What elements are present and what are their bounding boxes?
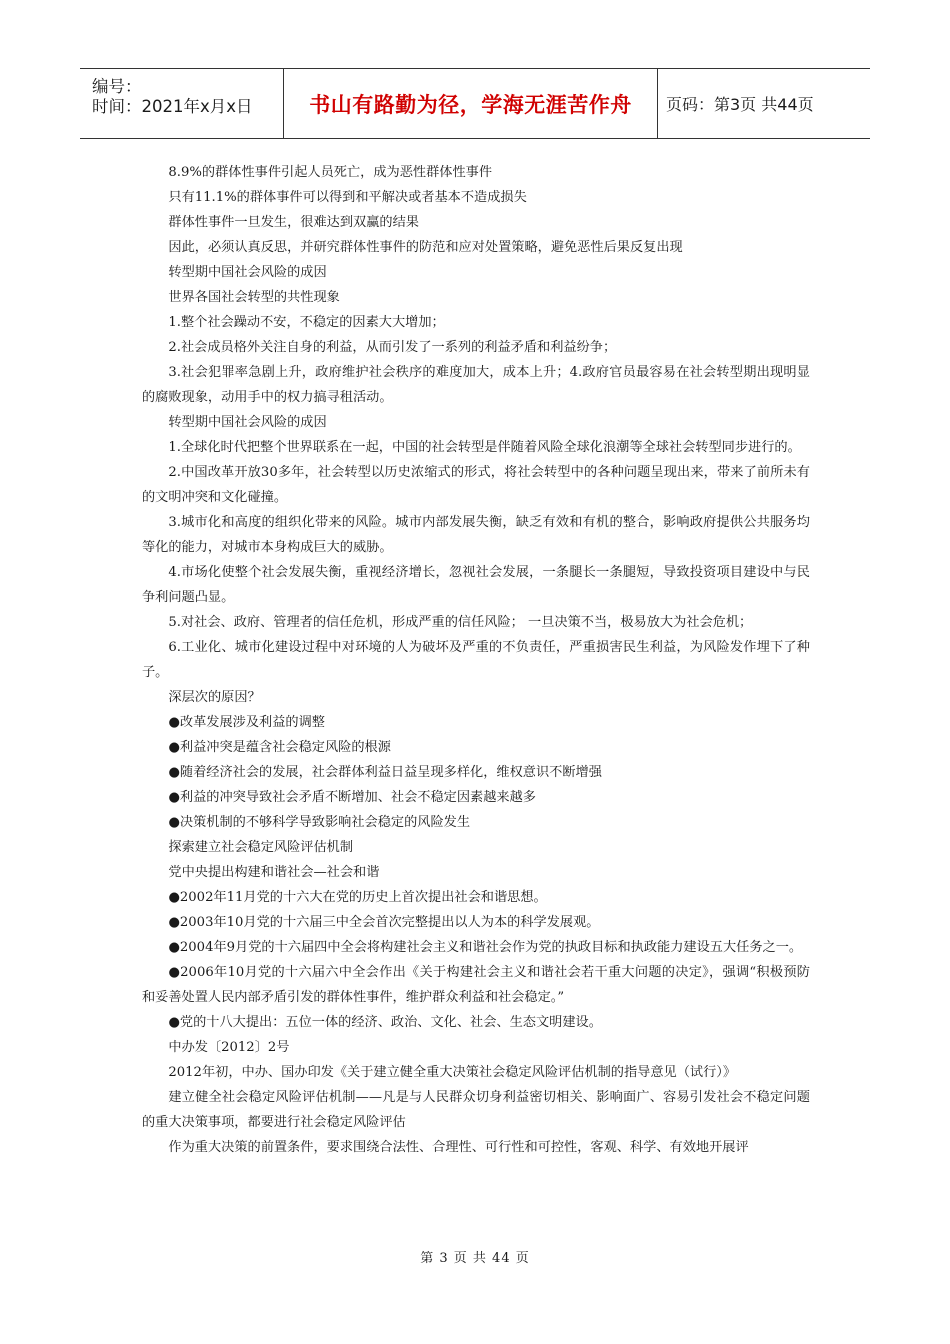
body-paragraph: 深层次的原因？ [168, 690, 261, 705]
body-paragraph: 中办发〔2012〕2号 [168, 1040, 290, 1055]
body-paragraph: 建立健全社会稳定风险评估机制——凡是与人民群众切身利益密切相关、影响面广、容易引发社会不稳定问题的重大决策事项，都要进行社会稳定风险评估 [142, 1090, 810, 1130]
body-paragraph: 1.全球化时代把整个世界联系在一起，中国的社会转型是伴随着风险全球化浪潮等全球社会转型同步进行的。 [168, 440, 801, 455]
body-paragraph: ●随着经济社会的发展，社会群体利益日益呈现多样化，维权意识不断增强 [168, 765, 602, 780]
body-paragraph: 5.对社会、政府、管理者的信任危机，形成严重的信任风险； 一旦决策不当，极易放大为社会危机； [168, 615, 753, 630]
body-paragraph: ●2003年10月党的十六届三中全会首次完整提出以人为本的科学发展观。 [168, 915, 600, 930]
body-paragraph: ●2004年9月党的十六届四中全会将构建社会主义和谐社会作为党的执政目标和执政能力建设五大任务之一。 [168, 940, 803, 955]
body-paragraph: ●2002年11月党的十六大在党的历史上首次提出社会和谐思想。 [168, 890, 547, 905]
body-paragraph: 转型期中国社会风险的成因 [168, 265, 327, 280]
body-paragraph: 作为重大决策的前置条件，要求围绕合法性、合理性、可行性和可控性，客观、科学、有效地开展评 [168, 1140, 749, 1155]
body-paragraph: ●利益冲突是蕴含社会稳定风险的根源 [168, 740, 391, 755]
document-time-label: 时间：2021年x月x日 [92, 97, 253, 116]
body-paragraph: 1.整个社会躁动不安，不稳定的因素大大增加； [168, 315, 445, 330]
body-paragraph: 6.工业化、城市化建设过程中对环境的人为破坏及严重的不负责任，严重损害民生利益，为风险发作埋下了种子。 [142, 640, 810, 680]
body-paragraph: 转型期中国社会风险的成因 [168, 415, 327, 430]
page-footer: 第 3 页 共 44 页 [420, 1251, 530, 1266]
body-paragraph: 8.9%的群体性事件引起人员死亡，成为恶性群体性事件 [168, 165, 493, 180]
header-page-info: 页码：第3页 共44页 [666, 95, 814, 114]
body-paragraph: 2.社会成员格外关注自身的利益，从而引发了一系列的利益矛盾和利益纷争； [168, 340, 617, 355]
document-body [142, 160, 810, 1160]
body-paragraph: ●2006年10月党的十六届六中全会作出《关于构建社会主义和谐社会若干重大问题的决定》，强调“积极预防和妥善处置人民内部矛盾引发的群体性事件，维护群众利益和社会稳定。” [142, 965, 810, 1005]
header-page-info-cell [660, 69, 876, 138]
body-paragraph: 2.中国改革开放30多年，社会转型以历史浓缩式的形式，将社会转型中的各种问题呈现出来，带来了前所未有的文明冲突和文化碰撞。 [142, 465, 810, 505]
body-paragraph: 因此，必须认真反思，并研究群体性事件的防范和应对处置策略，避免恶性后果反复出现 [168, 240, 683, 255]
body-paragraph: 世界各国社会转型的共性现象 [168, 290, 340, 305]
body-paragraph: 只有11.1%的群体事件可以得到和平解决或者基本不造成损失 [168, 190, 527, 205]
body-paragraph: 群体性事件一旦发生，很难达到双赢的结果 [168, 215, 419, 230]
body-paragraph: ●决策机制的不够科学导致影响社会稳定的风险发生 [168, 815, 471, 830]
body-paragraph: ●改革发展涉及利益的调整 [168, 715, 325, 730]
body-paragraph: ●党的十八大提出：五位一体的经济、政治、文化、社会、生态文明建设。 [168, 1015, 602, 1030]
body-paragraph: 3.社会犯罪率急剧上升，政府维护社会秩序的难度加大，成本上升；4.政府官员最容易在社会转型期出现明显的腐败现象，动用手中的权力搞寻租活动。 [142, 365, 810, 405]
header-motto-cell [283, 69, 658, 138]
body-paragraph: 4.市场化使整个社会发展失衡，重视经济增长，忽视社会发展，一条腿长一条腿短，导致投资项目建设中与民争利问题凸显。 [142, 565, 810, 605]
body-paragraph: 2012年初，中办、国办印发《关于建立健全重大决策社会稳定风险评估机制的指导意见（试行）》 [168, 1065, 737, 1080]
page-header [80, 68, 870, 139]
body-paragraph: ●利益的冲突导致社会矛盾不断增加、社会不稳定因素越来越多 [168, 790, 536, 805]
header-motto: 书山有路勤为径，学海无涯苦作舟 [309, 92, 632, 117]
body-paragraph: 党中央提出构建和谐社会—社会和谐 [168, 865, 380, 880]
header-meta [80, 69, 280, 138]
body-paragraph: 3.城市化和高度的组织化带来的风险。城市内部发展失衡，缺乏有效和有机的整合，影响政府提供公共服务均等化的能力，对城市本身构成巨大的威胁。 [142, 515, 810, 555]
body-paragraph: 探索建立社会稳定风险评估机制 [168, 840, 354, 855]
document-number-label: 编号： [92, 77, 142, 96]
